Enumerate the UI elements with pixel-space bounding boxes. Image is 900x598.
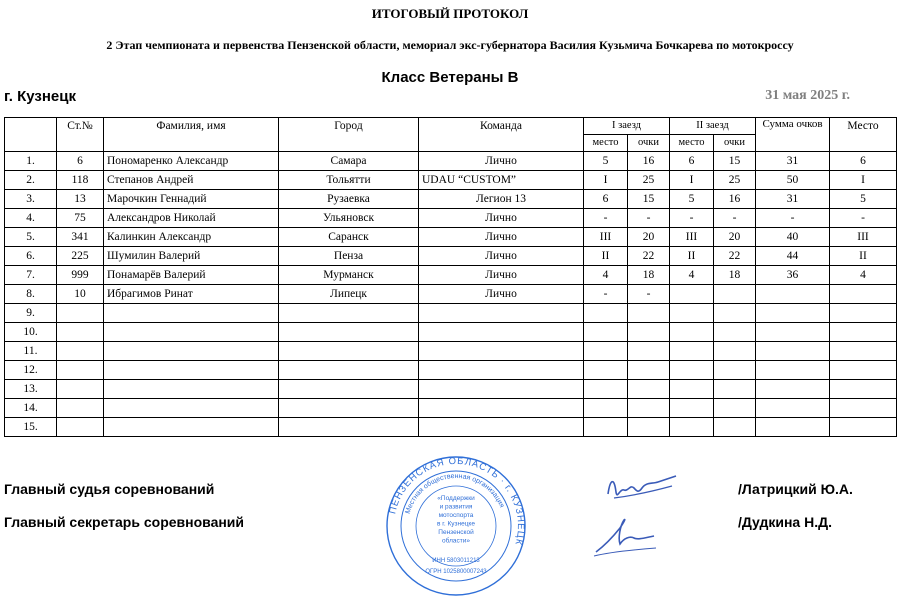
table-row [5, 247, 897, 266]
race1-points-cell: 16 [628, 152, 670, 171]
race1-place-cell: 5 [584, 152, 628, 171]
start-number-cell [57, 418, 104, 437]
city-cell: Рузаевка [279, 190, 419, 209]
name-cell: Калинкин Александр [104, 228, 279, 247]
place-cell: II [830, 247, 897, 266]
race1-place-cell [584, 323, 628, 342]
race1-points-cell [628, 418, 670, 437]
race1-points-cell: - [628, 285, 670, 304]
race1-points-cell [628, 399, 670, 418]
event-city: г. Кузнецк [4, 88, 76, 105]
race2-points-cell: 25 [714, 171, 756, 190]
sum-cell: 40 [756, 228, 830, 247]
race2-points-cell: - [714, 209, 756, 228]
place-cell [830, 361, 897, 380]
sum-cell: 31 [756, 190, 830, 209]
team-cell: Легион 13 [419, 190, 584, 209]
sum-cell: - [756, 209, 830, 228]
table-row [5, 380, 897, 399]
name-cell: Степанов Андрей [104, 171, 279, 190]
race2-place-cell [670, 418, 714, 437]
secretary-label: Главный секретарь соревнований [4, 514, 245, 530]
col-header-city: Город [279, 118, 419, 152]
sum-cell: 31 [756, 152, 830, 171]
table-row [5, 304, 897, 323]
name-cell: Пономаренко Александр [104, 152, 279, 171]
place-cell [830, 285, 897, 304]
col-header-num: Ст.№ [57, 118, 104, 152]
place-cell: - [830, 209, 897, 228]
team-cell [419, 399, 584, 418]
race1-points-cell: 20 [628, 228, 670, 247]
race2-place-cell: - [670, 209, 714, 228]
place-cell: 5 [830, 190, 897, 209]
start-number-cell [57, 342, 104, 361]
position-cell: 12. [5, 361, 57, 380]
race1-points-cell: 22 [628, 247, 670, 266]
table-row [5, 361, 897, 380]
sum-cell [756, 380, 830, 399]
col-header-pos [5, 118, 57, 152]
place-cell [830, 380, 897, 399]
sum-cell: 44 [756, 247, 830, 266]
race1-place-cell: - [584, 209, 628, 228]
race1-place-cell: 4 [584, 266, 628, 285]
header-row [5, 118, 897, 135]
start-number-cell [57, 380, 104, 399]
team-cell [419, 323, 584, 342]
place-cell [830, 323, 897, 342]
stamp-center-line: «Поддержки [437, 495, 475, 502]
city-cell [279, 342, 419, 361]
city-cell [279, 380, 419, 399]
start-number-cell: 10 [57, 285, 104, 304]
stamp-ring-text: Местная общественная организация [404, 472, 506, 515]
race2-points-cell [714, 342, 756, 361]
sum-cell [756, 304, 830, 323]
city-cell [279, 304, 419, 323]
city-cell: Пенза [279, 247, 419, 266]
team-cell: Лично [419, 228, 584, 247]
table-row [5, 399, 897, 418]
table-row [5, 266, 897, 285]
city-cell: Тольятти [279, 171, 419, 190]
race2-points-cell [714, 361, 756, 380]
name-cell [104, 361, 279, 380]
race2-points-cell [714, 304, 756, 323]
start-number-cell: 341 [57, 228, 104, 247]
table-row [5, 152, 897, 171]
race1-place-cell [584, 380, 628, 399]
race2-points-cell [714, 418, 756, 437]
stamp-ogrn: ОГРН 1025800007243 [425, 569, 487, 575]
race2-place-cell [670, 380, 714, 399]
race1-points-cell [628, 380, 670, 399]
position-cell: 5. [5, 228, 57, 247]
start-number-cell: 999 [57, 266, 104, 285]
race1-place-cell [584, 304, 628, 323]
race1-points-cell: 18 [628, 266, 670, 285]
name-cell [104, 304, 279, 323]
name-cell: Понамарёв Валерий [104, 266, 279, 285]
stamp-center-line: области» [442, 537, 470, 545]
race2-place-cell [670, 399, 714, 418]
race2-points-cell: 15 [714, 152, 756, 171]
name-cell: Марочкин Геннадий [104, 190, 279, 209]
start-number-cell: 6 [57, 152, 104, 171]
stamp-center-line: мотоспорта [438, 512, 474, 519]
race2-place-cell [670, 304, 714, 323]
race2-place-cell: 4 [670, 266, 714, 285]
results-table [4, 117, 897, 437]
place-cell: 6 [830, 152, 897, 171]
race1-place-cell: 6 [584, 190, 628, 209]
name-cell [104, 380, 279, 399]
col-header-race2-points: очки [714, 135, 756, 152]
table-row [5, 190, 897, 209]
race1-place-cell [584, 361, 628, 380]
place-cell: 4 [830, 266, 897, 285]
sum-cell: 50 [756, 171, 830, 190]
position-cell: 10. [5, 323, 57, 342]
race2-points-cell: 16 [714, 190, 756, 209]
place-cell [830, 399, 897, 418]
city-cell: Саранск [279, 228, 419, 247]
city-cell [279, 418, 419, 437]
team-cell: Лично [419, 209, 584, 228]
col-header-race1-place: место [584, 135, 628, 152]
race1-points-cell [628, 304, 670, 323]
event-date: 31 мая 2025 г. [765, 88, 850, 103]
start-number-cell [57, 323, 104, 342]
race2-place-cell [670, 342, 714, 361]
name-cell [104, 342, 279, 361]
team-cell: Лично [419, 152, 584, 171]
race1-place-cell [584, 342, 628, 361]
place-cell: I [830, 171, 897, 190]
race1-place-cell [584, 399, 628, 418]
position-cell: 2. [5, 171, 57, 190]
race2-place-cell [670, 323, 714, 342]
city-cell: Ульяновск [279, 209, 419, 228]
sum-cell [756, 285, 830, 304]
place-cell [830, 304, 897, 323]
secretary-signature [590, 508, 660, 560]
col-header-race1-points: очки [628, 135, 670, 152]
race1-points-cell: 15 [628, 190, 670, 209]
col-header-race1: I заезд [584, 118, 670, 135]
race1-place-cell: I [584, 171, 628, 190]
race2-points-cell [714, 380, 756, 399]
sum-cell [756, 418, 830, 437]
team-cell: Лично [419, 247, 584, 266]
race2-place-cell: I [670, 171, 714, 190]
page-title: ИТОГОВЫЙ ПРОТОКОЛ [371, 6, 529, 21]
stamp-center-line: в г. Кузнецке [437, 520, 475, 528]
team-cell: Лично [419, 266, 584, 285]
col-header-race2: II заезд [670, 118, 756, 135]
col-header-race2-place: место [670, 135, 714, 152]
race2-points-cell: 22 [714, 247, 756, 266]
judge-name: /Латрицкий Ю.А. [738, 481, 853, 497]
table-row [5, 285, 897, 304]
stamp-center-line: Пензенской [438, 529, 474, 536]
event-subtitle: 2 Этап чемпионата и первенства Пензенской области, мемориал экс-губернатора Василия Кузьмича Бочкарева по мотокроссу [106, 38, 794, 52]
team-cell: UDAU “CUSTOM” [419, 171, 584, 190]
name-cell [104, 418, 279, 437]
race2-points-cell [714, 399, 756, 418]
position-cell: 7. [5, 266, 57, 285]
stamp-outer-text: ПЕНЗЕНСКАЯ ОБЛАСТЬ · г. КУЗНЕЦК [387, 455, 526, 547]
place-cell: III [830, 228, 897, 247]
position-cell: 9. [5, 304, 57, 323]
city-cell [279, 399, 419, 418]
team-cell: Лично [419, 285, 584, 304]
race1-place-cell: - [584, 285, 628, 304]
city-cell: Мурманск [279, 266, 419, 285]
start-number-cell [57, 399, 104, 418]
position-cell: 14. [5, 399, 57, 418]
name-cell: Шумилин Валерий [104, 247, 279, 266]
col-header-place: Место [830, 118, 897, 152]
start-number-cell: 75 [57, 209, 104, 228]
position-cell: 11. [5, 342, 57, 361]
col-header-team: Команда [419, 118, 584, 152]
stamp-center-line: и развития [439, 503, 473, 511]
position-cell: 13. [5, 380, 57, 399]
position-cell: 8. [5, 285, 57, 304]
position-cell: 1. [5, 152, 57, 171]
judge-label: Главный судья соревнований [4, 481, 215, 497]
team-cell [419, 304, 584, 323]
race1-points-cell: 25 [628, 171, 670, 190]
race1-points-cell: - [628, 209, 670, 228]
name-cell [104, 323, 279, 342]
secretary-name: /Дудкина Н.Д. [738, 514, 832, 530]
race1-place-cell: III [584, 228, 628, 247]
team-cell [419, 418, 584, 437]
team-cell [419, 380, 584, 399]
race2-points-cell: 18 [714, 266, 756, 285]
sum-cell [756, 399, 830, 418]
table-row [5, 171, 897, 190]
race1-points-cell [628, 323, 670, 342]
name-cell: Ибрагимов Ринат [104, 285, 279, 304]
sum-cell [756, 342, 830, 361]
team-cell [419, 342, 584, 361]
race2-place-cell: II [670, 247, 714, 266]
sum-cell [756, 323, 830, 342]
table-row [5, 418, 897, 437]
team-cell [419, 361, 584, 380]
race1-points-cell [628, 342, 670, 361]
sum-cell: 36 [756, 266, 830, 285]
start-number-cell: 118 [57, 171, 104, 190]
table-row [5, 209, 897, 228]
start-number-cell [57, 361, 104, 380]
city-cell [279, 323, 419, 342]
name-cell: Александров Николай [104, 209, 279, 228]
start-number-cell: 13 [57, 190, 104, 209]
race1-place-cell [584, 418, 628, 437]
race2-points-cell: 20 [714, 228, 756, 247]
name-cell [104, 399, 279, 418]
race2-place-cell [670, 361, 714, 380]
col-header-sum: Сумма очков [756, 118, 830, 152]
race1-place-cell: II [584, 247, 628, 266]
start-number-cell: 225 [57, 247, 104, 266]
place-cell [830, 342, 897, 361]
place-cell [830, 418, 897, 437]
position-cell: 4. [5, 209, 57, 228]
col-header-name: Фамилия, имя [104, 118, 279, 152]
sum-cell [756, 361, 830, 380]
city-cell [279, 361, 419, 380]
position-cell: 15. [5, 418, 57, 437]
class-name: Класс Ветераны В [381, 69, 519, 86]
city-cell: Самара [279, 152, 419, 171]
city-cell: Липецк [279, 285, 419, 304]
race1-points-cell [628, 361, 670, 380]
table-row [5, 323, 897, 342]
race2-points-cell [714, 285, 756, 304]
position-cell: 3. [5, 190, 57, 209]
start-number-cell [57, 304, 104, 323]
race2-place-cell: 6 [670, 152, 714, 171]
race2-place-cell: III [670, 228, 714, 247]
judge-signature [600, 470, 680, 510]
race2-points-cell [714, 323, 756, 342]
race2-place-cell [670, 285, 714, 304]
organization-stamp [386, 454, 526, 598]
race2-place-cell: 5 [670, 190, 714, 209]
table-row [5, 342, 897, 361]
position-cell: 6. [5, 247, 57, 266]
stamp-inn: ИНН 5803011213 [432, 558, 480, 564]
table-row [5, 228, 897, 247]
